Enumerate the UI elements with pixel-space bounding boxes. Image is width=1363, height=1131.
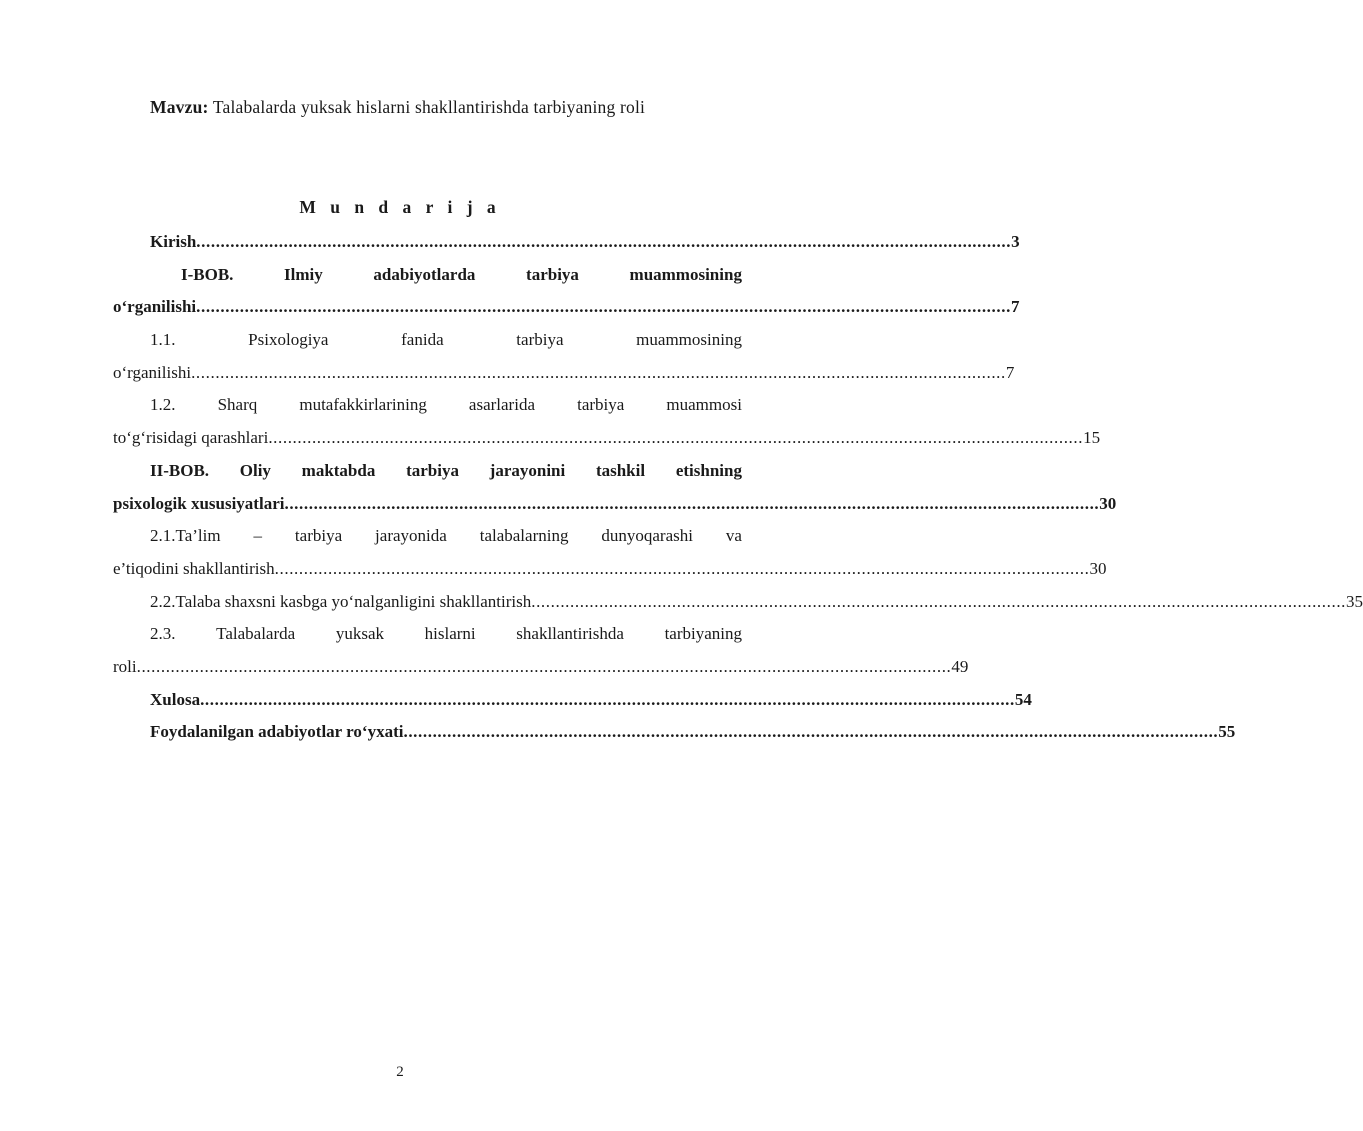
toc-entry-text: 2.2.Talaba shaxsni kasbga yo‘nalganligini shakllantirish xyxy=(150,591,532,611)
toc-entry-text: Xulosa xyxy=(150,689,201,709)
toc-word: shakllantirishda xyxy=(516,624,624,644)
toc-entry-text: o‘rganilishi xyxy=(113,297,197,317)
toc-entry-1-1-line2[interactable] xyxy=(113,357,1015,390)
toc-entry-page: 7 xyxy=(1005,362,1015,382)
toc-entry-2-1-line1[interactable] xyxy=(113,520,742,553)
toc-word: 1.2. xyxy=(150,395,176,415)
toc-word: muammosining xyxy=(629,264,742,284)
topic-text: Talabalarda yuksak hislarni shakllantirishda tarbiyaning roli xyxy=(212,97,646,117)
toc-entry-1-2-line2[interactable] xyxy=(113,422,1101,455)
page-number: 2 xyxy=(396,1064,404,1080)
toc-word: maktabda xyxy=(301,460,376,480)
toc-leader-dots: ........................................................................................................................................................................ xyxy=(284,493,1100,513)
toc-entry-2-3-line1[interactable] xyxy=(113,618,742,651)
toc-leader-dots: ........................................................................................................................................................................ xyxy=(268,428,1084,448)
toc-word: mutafakkirlarining xyxy=(299,395,427,415)
toc-word: Sharq xyxy=(217,395,258,415)
toc-entry-text: Kirish xyxy=(150,232,197,251)
toc-title: M u n d a r i j a xyxy=(299,197,501,217)
toc-word: Oliy xyxy=(239,460,271,480)
toc-leader-dots: ........................................................................................................................................................................ xyxy=(196,297,1011,317)
toc-word: muammosining xyxy=(636,330,742,350)
toc-word: tarbiyaning xyxy=(664,624,742,644)
toc-word: adabiyotlarda xyxy=(373,264,476,284)
toc-entry-text: psixologik xususiyatlari xyxy=(113,493,285,513)
topic-line xyxy=(150,97,645,118)
toc-word: II-BOB. xyxy=(150,460,210,480)
toc-entry-text: e’tiqodini shakllantirish xyxy=(113,558,275,578)
toc-leader-dots: ........................................................................................................................................................................ xyxy=(136,656,952,676)
toc-entry-page: 30 xyxy=(1099,493,1117,513)
toc-leader-dots: ........................................................................................................................................................................ xyxy=(531,591,1347,611)
table-of-contents xyxy=(113,226,1363,749)
toc-word: 2.3. xyxy=(150,624,176,644)
toc-word: asarlarida xyxy=(468,395,535,415)
toc-leader-dots: ........................................................................................................................................................................ xyxy=(191,362,1006,382)
toc-word: yuksak xyxy=(335,624,384,644)
toc-entry-text: to‘g‘risidagi qarashlari xyxy=(113,428,269,448)
toc-word: jarayonini xyxy=(489,460,566,480)
toc-word: tarbiya xyxy=(294,526,343,546)
toc-word: 1.1. xyxy=(150,330,176,350)
toc-word: etishning xyxy=(675,460,742,480)
toc-leader-dots: ........................................................................................................................................................................ xyxy=(200,689,1015,709)
toc-entry-2-3-line2[interactable] xyxy=(113,651,969,684)
toc-leader-dots: ........................................................................................................................................................................ xyxy=(274,558,1090,578)
toc-word: talabalarning xyxy=(479,526,569,546)
toc-word: jarayonida xyxy=(375,526,447,546)
toc-entry-page: 15 xyxy=(1083,428,1101,448)
toc-word: I-BOB. xyxy=(181,264,234,284)
toc-entry-text: o‘rganilishi xyxy=(113,362,192,382)
toc-entry-page: 54 xyxy=(1014,689,1032,709)
toc-entry-xulosa[interactable] xyxy=(113,684,1032,717)
toc-word: 2.1.Ta’lim xyxy=(150,526,221,546)
toc-entry-page: 35 xyxy=(1346,591,1363,611)
toc-leader-dots: ........................................................................................................................................................................ xyxy=(403,722,1219,742)
toc-word: dunyoqarashi xyxy=(601,526,693,546)
toc-word: Talabalarda xyxy=(216,624,296,644)
toc-entry-page: 49 xyxy=(951,656,969,676)
toc-entry-bob1-line2[interactable] xyxy=(113,291,1020,324)
toc-entry-2-2[interactable] xyxy=(113,586,1363,619)
toc-word: tarbiya xyxy=(526,264,579,284)
toc-word: tarbiya xyxy=(406,460,459,480)
toc-word: Psixologiya xyxy=(248,330,329,350)
toc-entry-kirish[interactable] xyxy=(113,226,1020,259)
toc-word: muammosi xyxy=(666,395,742,415)
toc-word: fanida xyxy=(401,330,444,350)
toc-word: tarbiya xyxy=(516,330,564,350)
toc-entry-1-1-line1[interactable] xyxy=(113,324,742,357)
toc-entry-page: 3 xyxy=(1011,232,1020,251)
toc-entry-bob2-line1[interactable] xyxy=(113,455,742,488)
toc-entry-bob2-line2[interactable] xyxy=(113,488,1117,521)
toc-entry-text: roli xyxy=(113,656,137,676)
toc-word: tarbiya xyxy=(577,395,625,415)
toc-entry-2-1-line2[interactable] xyxy=(113,553,1107,586)
toc-entry-1-2-line1[interactable] xyxy=(113,389,742,422)
toc-entry-page: 7 xyxy=(1010,297,1020,317)
toc-word: va xyxy=(725,526,742,546)
toc-word: – xyxy=(253,526,262,546)
toc-entry-page: 30 xyxy=(1089,558,1107,578)
toc-entry-page: 55 xyxy=(1218,722,1236,742)
toc-entry-text: Foydalanilgan adabiyotlar ro‘yxati xyxy=(150,722,404,742)
toc-word: tashkil xyxy=(595,460,646,480)
toc-word: Ilmiy xyxy=(284,264,323,284)
toc-entry-adabiyotlar[interactable] xyxy=(113,716,1236,749)
toc-entry-bob1-line1[interactable] xyxy=(113,259,742,292)
toc-leader-dots: ........................................................................................................................................................................ xyxy=(196,232,1012,251)
topic-label: Mavzu: xyxy=(150,97,209,117)
toc-word: hislarni xyxy=(424,624,476,644)
